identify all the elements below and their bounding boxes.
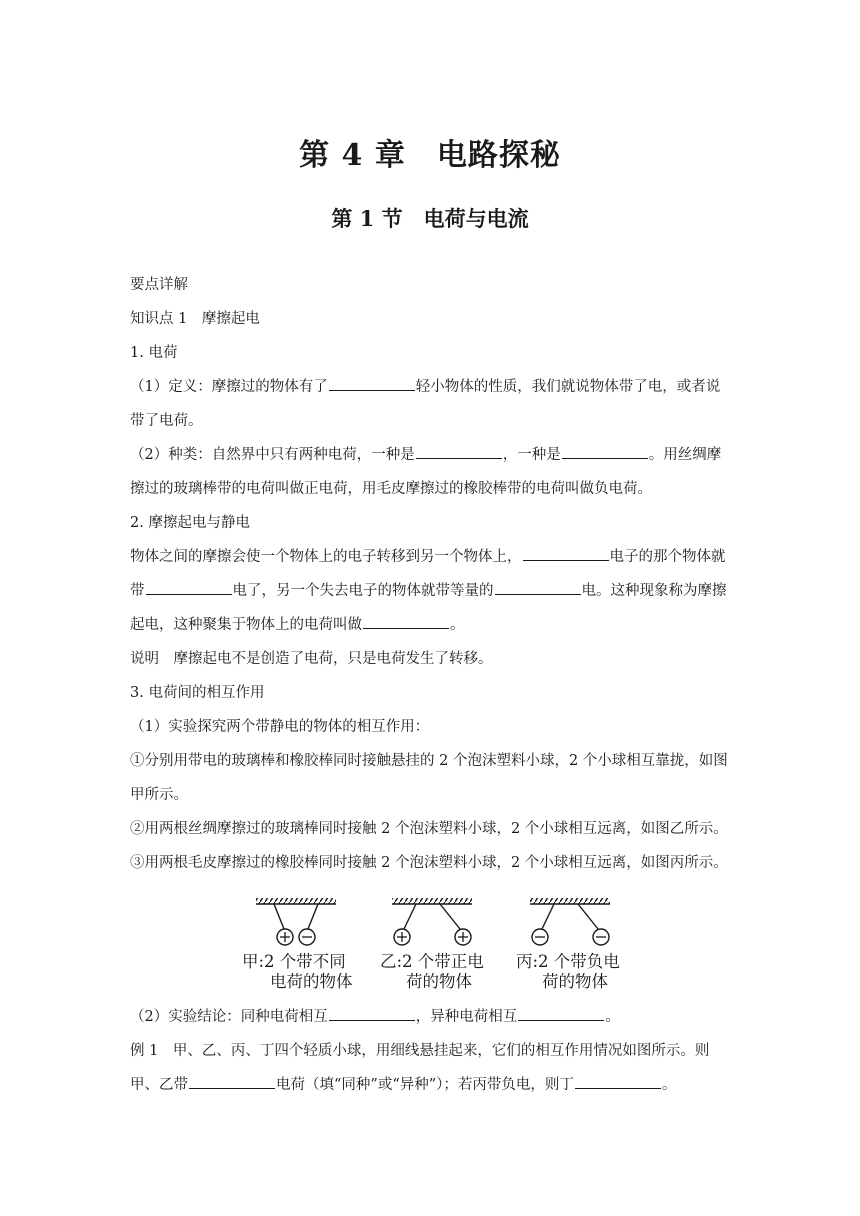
ceiling-hatch: [392, 898, 472, 904]
chapter-title: 第 4 章 电路探秘: [299, 138, 561, 173]
definition-paragraph: [130, 370, 734, 438]
figure-yi-caption-1: 乙:2 个带正电: [380, 952, 484, 971]
fill-blank[interactable]: [146, 579, 232, 595]
fill-blank[interactable]: [562, 443, 648, 459]
section-title: 第 1 节 电荷与电流: [331, 206, 529, 231]
text-span: ，一种是: [502, 447, 561, 463]
fill-blank[interactable]: [329, 1005, 415, 1021]
fill-blank[interactable]: [363, 613, 449, 629]
experiment-step-1: ①分别用带电的玻璃棒和橡胶棒同时接触悬挂的 2 个泡沫塑料小球，2 个小球相互靠拢，如图甲所示。: [130, 753, 728, 803]
friction-paragraph: [130, 540, 734, 642]
text-span: 电荷（填“同种”或“异种”）；若丙带负电，则丁: [276, 1077, 574, 1093]
fill-blank[interactable]: [575, 1073, 661, 1089]
figure-yi-caption-2: 荷的物体: [406, 972, 472, 991]
experiment-step-2: ②用两根丝绸摩擦过的玻璃棒同时接触 2 个泡沫塑料小球，2 个小球相互远离，如图乙所示。: [130, 821, 728, 837]
text-span: 轻小物体的性质，我们就说物体带了电，或者说带了电荷。: [130, 379, 721, 429]
fill-blank[interactable]: [329, 375, 415, 391]
experiment-step-3: ③用两根毛皮摩擦过的橡胶棒同时接触 2 个泡沫塑料小球，2 个小球相互远离，如图丙所示。: [130, 855, 728, 871]
text-span: 。: [661, 1077, 677, 1093]
thread: [274, 904, 284, 929]
text-span: ，异种电荷相互: [415, 1009, 518, 1025]
section-3-title: 3. 电荷间的相互作用: [130, 685, 265, 701]
kinds-paragraph: [130, 438, 734, 506]
text-span: 例 1 甲、乙、丙、丁四个轻质小球，用细线悬挂起来，它们的相互作用情况如图所示。则甲、乙带: [130, 1043, 710, 1093]
figure-bing: [530, 898, 610, 945]
thread: [404, 904, 416, 929]
figure-jia-caption-1: 甲:2 个带不同: [242, 952, 346, 971]
text-span: （1）定义：摩擦过的物体有了: [130, 379, 328, 395]
ceiling-hatch: [256, 898, 336, 904]
document-body: [130, 268, 734, 1102]
note-paragraph: 说明 摩擦起电不是创造了电荷，只是电荷发生了转移。: [130, 651, 493, 667]
figure-bing-caption-1: 丙:2 个带负电: [516, 952, 620, 971]
ceiling-hatch: [530, 898, 610, 904]
text-span: （2）实验结论：同种电荷相互: [130, 1009, 328, 1025]
figure-bing-caption-2: 荷的物体: [542, 972, 608, 991]
text-span: （2）种类：自然界中只有两种电荷，一种是: [130, 447, 415, 463]
thread: [440, 904, 460, 929]
text-span: 。用丝绸摩擦过的玻璃棒带的电荷叫做正电荷，用毛皮摩擦过的橡胶棒带的电荷叫做负电荷。: [130, 447, 722, 497]
heading-key-points: 要点详解: [130, 277, 188, 293]
fill-blank[interactable]: [416, 443, 502, 459]
figure-jia: [256, 898, 336, 945]
experiment-intro: （1）实验探究两个带静电的物体的相互作用：: [130, 719, 430, 735]
text-span: 。: [450, 617, 465, 633]
section-2-title: 2. 摩擦起电与静电: [130, 515, 250, 531]
fill-blank[interactable]: [523, 545, 609, 561]
text-span: 电了，另一个失去电子的物体就带等量的: [232, 583, 494, 599]
figure-jia-caption-2: 电荷的物体: [270, 972, 353, 991]
thread: [308, 904, 318, 929]
section-1-title: 1. 电荷: [130, 345, 178, 361]
thread: [542, 904, 554, 929]
conclusion-paragraph: [130, 1000, 734, 1034]
thread: [578, 904, 598, 929]
example-1-paragraph: [130, 1034, 734, 1102]
fill-blank[interactable]: [518, 1005, 604, 1021]
text-span: 电。这种现象称为摩擦起电，这种聚集于物体上的电荷叫做: [130, 583, 727, 633]
text-span: 。: [605, 1009, 620, 1025]
fill-blank[interactable]: [189, 1073, 275, 1089]
text-span: 电子的那个物体就带: [130, 549, 726, 599]
knowledge-point-title: 知识点 1 摩擦起电: [130, 311, 260, 327]
figure-yi: [392, 898, 472, 945]
text-span: 物体之间的摩擦会使一个物体上的电子转移到另一个物体上，: [130, 549, 522, 565]
fill-blank[interactable]: [495, 579, 581, 595]
charge-interaction-figure: [130, 886, 734, 996]
